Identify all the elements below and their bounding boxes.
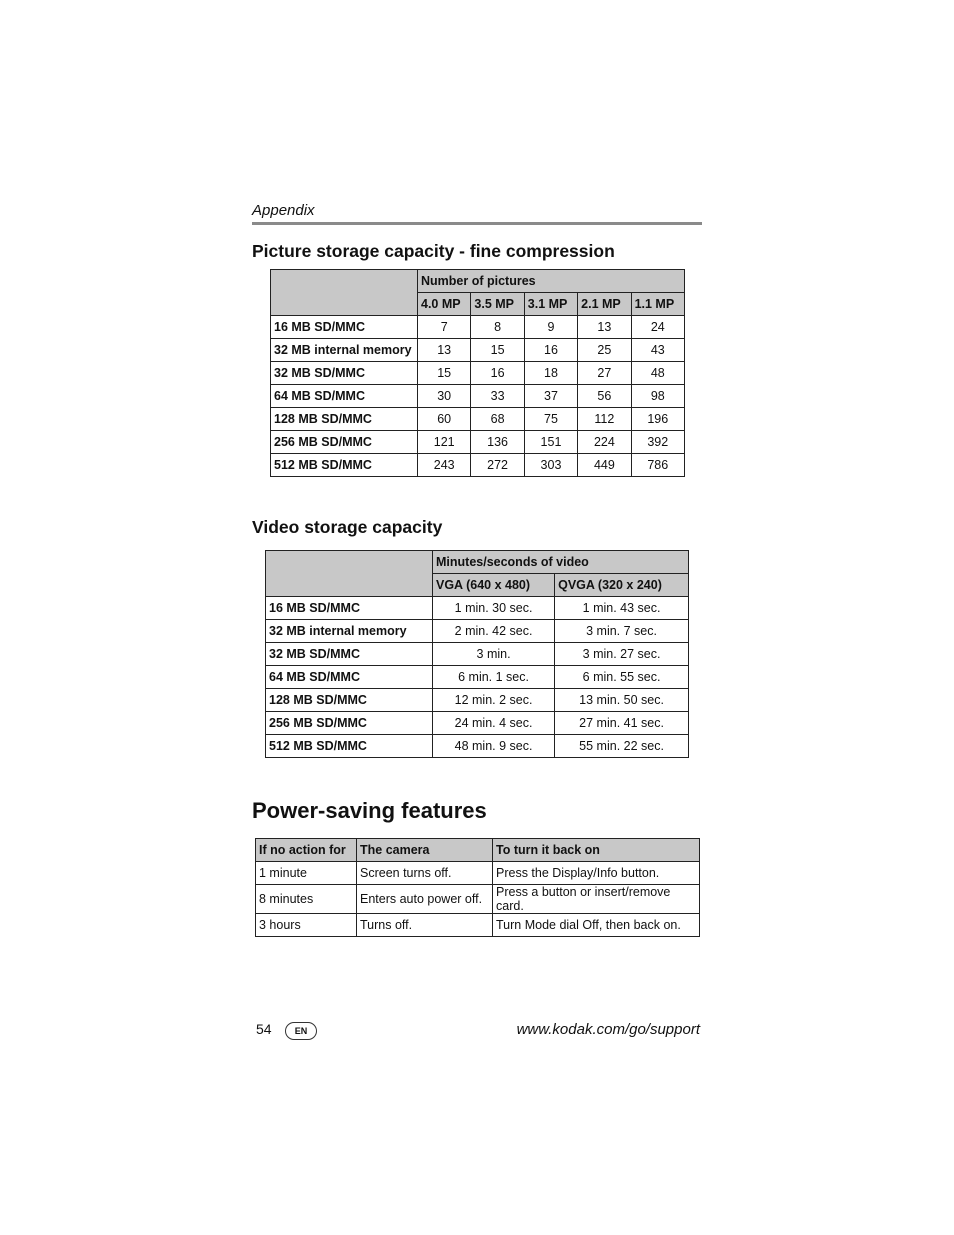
column-header: 4.0 MP: [418, 293, 471, 316]
table-row: [271, 408, 685, 431]
value-cell: 449: [578, 454, 631, 477]
row-label: 64 MB SD/MMC: [271, 385, 418, 408]
value-cell: 55 min. 22 sec.: [555, 735, 689, 758]
value-cell: 3 min.: [433, 643, 555, 666]
power-table: [255, 838, 700, 937]
value-cell: Enters auto power off.: [357, 885, 493, 914]
value-cell: 27 min. 41 sec.: [555, 712, 689, 735]
value-cell: 15: [471, 339, 524, 362]
value-cell: 243: [418, 454, 471, 477]
value-cell: 392: [631, 431, 684, 454]
value-cell: 8 minutes: [256, 885, 357, 914]
table-row: [271, 316, 685, 339]
value-cell: 3 hours: [256, 914, 357, 937]
language-badge: EN: [285, 1022, 317, 1040]
value-cell: 24: [631, 316, 684, 339]
row-label: 256 MB SD/MMC: [271, 431, 418, 454]
value-cell: 121: [418, 431, 471, 454]
row-label: 32 MB internal memory: [271, 339, 418, 362]
column-header: QVGA (320 x 240): [555, 574, 689, 597]
table-row: [271, 362, 685, 385]
value-cell: 43: [631, 339, 684, 362]
corner-cell: [266, 551, 433, 597]
support-url: www.kodak.com/go/support: [516, 1021, 700, 1038]
page-number: 54: [256, 1021, 272, 1037]
group-header: Number of pictures: [418, 270, 685, 293]
corner-cell: [271, 270, 418, 316]
value-cell: 3 min. 27 sec.: [555, 643, 689, 666]
value-cell: 3 min. 7 sec.: [555, 620, 689, 643]
value-cell: 6 min. 55 sec.: [555, 666, 689, 689]
value-cell: 786: [631, 454, 684, 477]
value-cell: 13 min. 50 sec.: [555, 689, 689, 712]
group-header: Minutes/seconds of video: [433, 551, 689, 574]
value-cell: 8: [471, 316, 524, 339]
table-row: [256, 914, 700, 937]
row-label: 32 MB internal memory: [266, 620, 433, 643]
column-header: To turn it back on: [493, 839, 700, 862]
value-cell: 68: [471, 408, 524, 431]
table-row: [271, 454, 685, 477]
table-row: [271, 385, 685, 408]
value-cell: 16: [471, 362, 524, 385]
table-row: [256, 885, 700, 914]
video-table: [265, 550, 689, 758]
value-cell: 18: [524, 362, 577, 385]
row-label: 32 MB SD/MMC: [271, 362, 418, 385]
value-cell: Press a button or insert/remove card.: [493, 885, 700, 914]
value-cell: 27: [578, 362, 631, 385]
value-cell: 15: [418, 362, 471, 385]
column-header: 2.1 MP: [578, 293, 631, 316]
value-cell: 2 min. 42 sec.: [433, 620, 555, 643]
value-cell: Turns off.: [357, 914, 493, 937]
value-cell: 13: [418, 339, 471, 362]
column-header: The camera: [357, 839, 493, 862]
value-cell: 60: [418, 408, 471, 431]
column-header: 1.1 MP: [631, 293, 684, 316]
value-cell: 25: [578, 339, 631, 362]
column-header: If no action for: [256, 839, 357, 862]
value-cell: 16: [524, 339, 577, 362]
row-label: 16 MB SD/MMC: [266, 597, 433, 620]
table-row: [266, 689, 689, 712]
table-row: [266, 712, 689, 735]
value-cell: 98: [631, 385, 684, 408]
column-header: 3.1 MP: [524, 293, 577, 316]
section-divider: [252, 222, 702, 225]
value-cell: Turn Mode dial Off, then back on.: [493, 914, 700, 937]
value-cell: 56: [578, 385, 631, 408]
row-label: 128 MB SD/MMC: [266, 689, 433, 712]
value-cell: Screen turns off.: [357, 862, 493, 885]
table-row: [266, 643, 689, 666]
pictures-table: [270, 269, 685, 477]
value-cell: 1 min. 30 sec.: [433, 597, 555, 620]
value-cell: Press the Display/Info button.: [493, 862, 700, 885]
value-cell: 75: [524, 408, 577, 431]
row-label: 64 MB SD/MMC: [266, 666, 433, 689]
row-label: 32 MB SD/MMC: [266, 643, 433, 666]
row-label: 128 MB SD/MMC: [271, 408, 418, 431]
row-label: 512 MB SD/MMC: [266, 735, 433, 758]
value-cell: 1 minute: [256, 862, 357, 885]
value-cell: 112: [578, 408, 631, 431]
table-row: [266, 620, 689, 643]
table-row: [266, 597, 689, 620]
value-cell: 196: [631, 408, 684, 431]
value-cell: 224: [578, 431, 631, 454]
value-cell: 12 min. 2 sec.: [433, 689, 555, 712]
value-cell: 37: [524, 385, 577, 408]
power-heading: Power-saving features: [252, 798, 487, 823]
video-heading: Video storage capacity: [252, 517, 443, 537]
value-cell: 9: [524, 316, 577, 339]
value-cell: 272: [471, 454, 524, 477]
value-cell: 7: [418, 316, 471, 339]
value-cell: 6 min. 1 sec.: [433, 666, 555, 689]
value-cell: 30: [418, 385, 471, 408]
value-cell: 151: [524, 431, 577, 454]
row-label: 256 MB SD/MMC: [266, 712, 433, 735]
pictures-heading: Picture storage capacity - fine compression: [252, 241, 615, 261]
value-cell: 303: [524, 454, 577, 477]
value-cell: 13: [578, 316, 631, 339]
table-row: [266, 666, 689, 689]
value-cell: 48 min. 9 sec.: [433, 735, 555, 758]
value-cell: 1 min. 43 sec.: [555, 597, 689, 620]
table-row: [266, 735, 689, 758]
table-row: [271, 339, 685, 362]
column-header: 3.5 MP: [471, 293, 524, 316]
value-cell: 136: [471, 431, 524, 454]
value-cell: 24 min. 4 sec.: [433, 712, 555, 735]
column-header: VGA (640 x 480): [433, 574, 555, 597]
section-label: Appendix: [252, 202, 315, 219]
value-cell: 33: [471, 385, 524, 408]
table-row: [271, 431, 685, 454]
row-label: 512 MB SD/MMC: [271, 454, 418, 477]
table-row: [256, 862, 700, 885]
value-cell: 48: [631, 362, 684, 385]
row-label: 16 MB SD/MMC: [271, 316, 418, 339]
